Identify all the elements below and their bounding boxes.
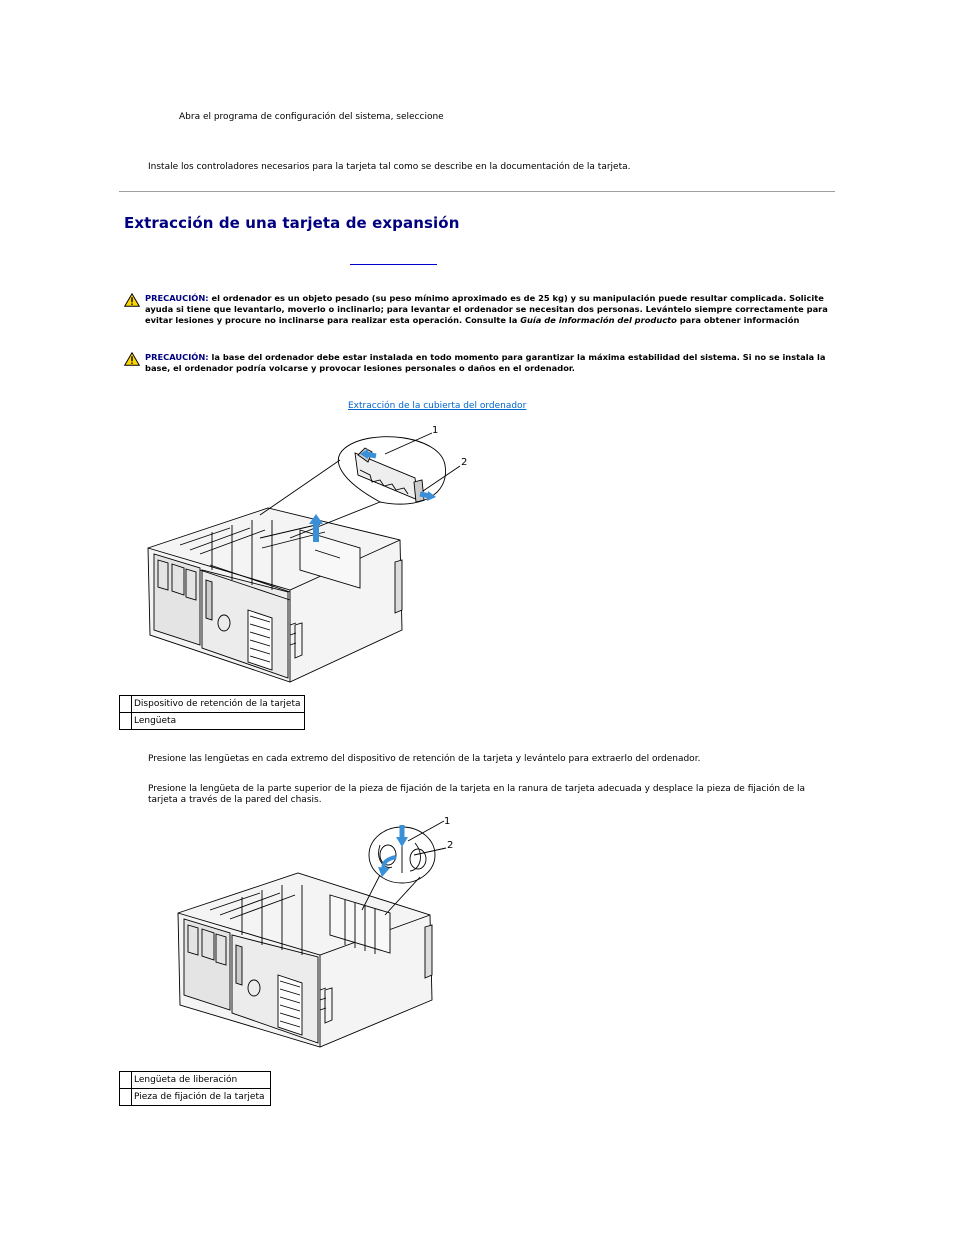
legend-label: Dispositivo de retención de la tarjeta <box>132 696 305 713</box>
remove-cover-link[interactable]: Extracción de la cubierta del ordenador <box>348 401 527 411</box>
callout-2: 2 <box>461 457 468 468</box>
section-title: Extracción de una tarjeta de expansión <box>124 214 460 232</box>
legend-num <box>120 713 132 730</box>
legend-row <box>120 1072 271 1089</box>
press-release-step-text: Presione la lengüeta de la parte superior de la pieza de fijación de la tarjeta en la ranura de tarjeta adecuada y desplace la pieza de fijación de la tarjeta a través de la pared del chasis. <box>148 784 806 805</box>
callout-1: 1 <box>432 425 439 436</box>
anchor-underline[interactable] <box>350 264 437 265</box>
legend-num <box>120 1072 132 1089</box>
card-release-figure <box>170 815 460 1050</box>
caution-base-text: PRECAUCIÓN: la base del ordenador debe estar instalada en todo momento para garantizar la máxima estabilidad del sistema. Si no se instala la base, el ordenador podría volcarse y provocar lesiones personales o daños en el ordenador. <box>145 352 826 373</box>
figure2-legend <box>119 1071 271 1106</box>
caution-label: PRECAUCIÓN: <box>145 352 209 362</box>
legend-row <box>120 1089 271 1106</box>
legend-row <box>120 713 305 730</box>
section-divider <box>119 191 835 192</box>
caution-label: PRECAUCIÓN: <box>145 293 209 303</box>
legend-label: Lengüeta de liberación <box>132 1072 271 1089</box>
warning-icon <box>124 293 140 307</box>
legend-num <box>120 696 132 713</box>
legend-row <box>120 696 305 713</box>
legend-num <box>120 1089 132 1106</box>
product-guide-title: Guía de información del producto <box>520 315 677 325</box>
warning-icon <box>124 352 140 366</box>
legend-label: Lengüeta <box>132 713 305 730</box>
callout-1: 1 <box>444 816 451 827</box>
card-retention-figure <box>140 420 470 685</box>
setup-step-text: Abra el programa de configuración del sistema, seleccione <box>179 112 444 122</box>
legend-label: Pieza de fijación de la tarjeta <box>132 1089 271 1106</box>
install-drivers-step-text: Instale los controladores necesarios para la tarjeta tal como se describe en la documentación de la tarjeta. <box>148 162 631 172</box>
press-tabs-step-text: Presione las lengüetas en cada extremo del dispositivo de retención de la tarjeta y levántelo para extraerlo del ordenador. <box>148 754 701 764</box>
caution-weight-text: PRECAUCIÓN: el ordenador es un objeto pesado (su peso mínimo aproximado es de 25 kg) y su manipulación puede resultar complicada. Solicite ayuda si tiene que levantarlo, moverlo o inclinarlo; para levantar el ordenador se necesitan dos personas. Levántelo siempre correctamente para evitar lesiones y procure no inclinarse para realizar esta operación. Consulte la Guía de información del producto para obtener información <box>145 293 828 325</box>
callout-2: 2 <box>447 840 454 851</box>
figure1-legend <box>119 695 305 730</box>
